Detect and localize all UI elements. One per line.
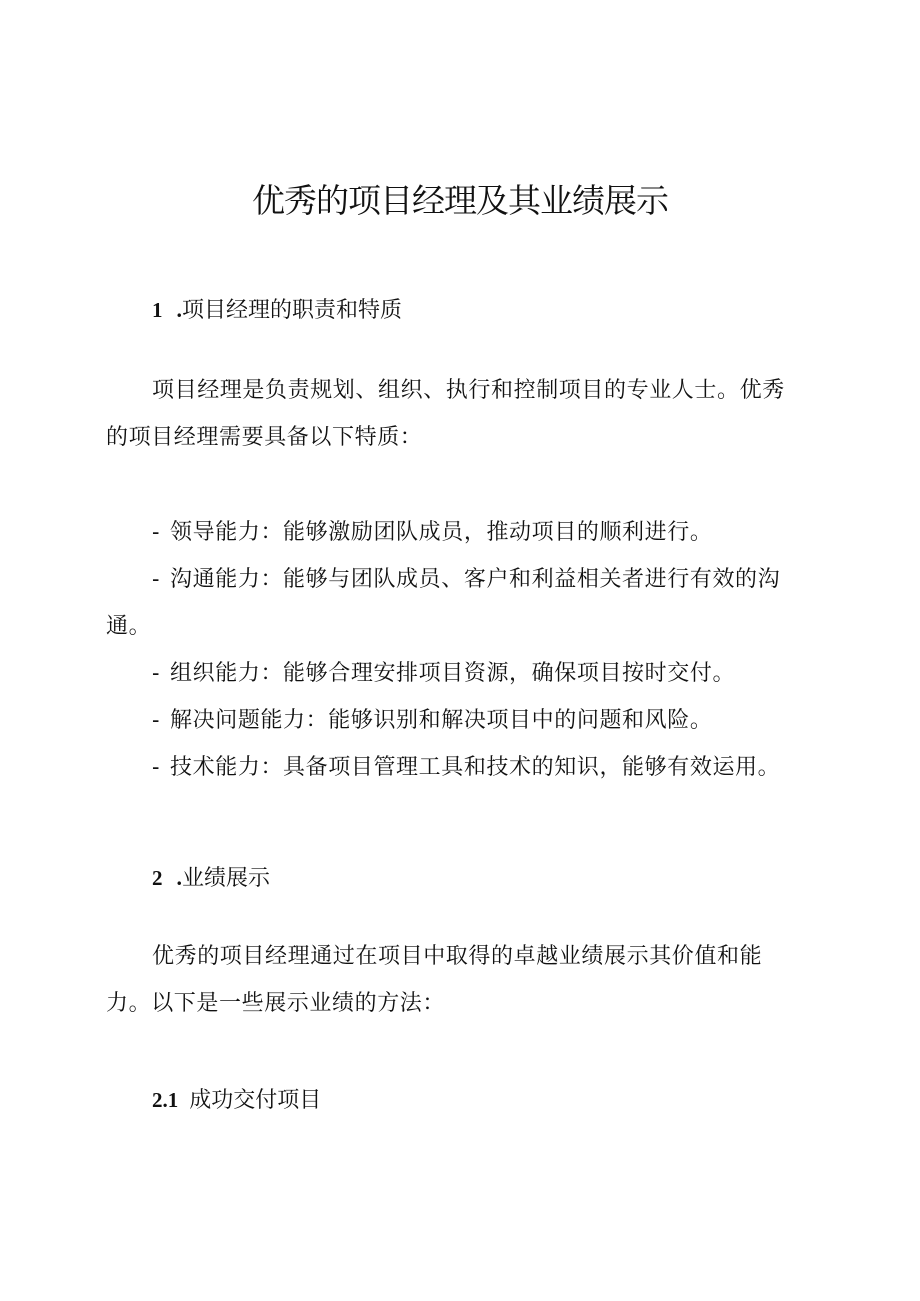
list-item	[106, 744, 806, 791]
section-1-number: 1	[152, 298, 163, 322]
section-2-number: 2	[152, 866, 163, 890]
list-item	[106, 650, 806, 697]
list-item-text: 技术能力：具备项目管理工具和技术的知识，能够有效运用。	[170, 755, 781, 780]
section-2-1-heading	[152, 1085, 321, 1116]
section-1-heading	[152, 295, 402, 326]
list-item-text: 解决问题能力：能够识别和解决项目中的问题和风险。	[170, 708, 713, 733]
bullet-dash: -	[152, 567, 161, 592]
section-2-paragraph: 优秀的项目经理通过在项目中取得的卓越业绩展示其价值和能力。以下是一些展示业绩的方法：	[106, 944, 763, 1016]
section-2-1-number: 2.1	[152, 1088, 179, 1112]
trait-list	[106, 509, 806, 791]
list-item-text: 领导能力：能够激励团队成员，推动项目的顺利进行。	[170, 520, 713, 545]
section-2-separator: .	[176, 865, 182, 890]
section-1-title: 项目经理的职责和特质	[182, 298, 403, 323]
section-1-separator: .	[176, 297, 182, 322]
list-item-text: 组织能力：能够合理安排项目资源，确保项目按时交付。	[170, 661, 736, 686]
bullet-dash: -	[152, 755, 161, 780]
section-2-1-title: 成功交付项目	[189, 1088, 322, 1113]
bullet-dash: -	[152, 661, 161, 686]
section-2-heading	[152, 863, 270, 894]
section-1-paragraph: 项目经理是负责规划、组织、执行和控制项目的专业人士。优秀的项目经理需要具备以下特质：	[106, 378, 785, 450]
list-item-text: 沟通能力：能够与团队成员、客户和利益相关者进行有效的沟通。	[106, 567, 781, 639]
section-2-title: 业绩展示	[182, 866, 271, 891]
bullet-dash: -	[152, 520, 161, 545]
document-title: 优秀的项目经理及其业绩展示	[252, 181, 668, 220]
bullet-dash: -	[152, 708, 161, 733]
list-item	[106, 509, 806, 556]
list-item	[106, 697, 806, 744]
list-item	[106, 556, 806, 650]
